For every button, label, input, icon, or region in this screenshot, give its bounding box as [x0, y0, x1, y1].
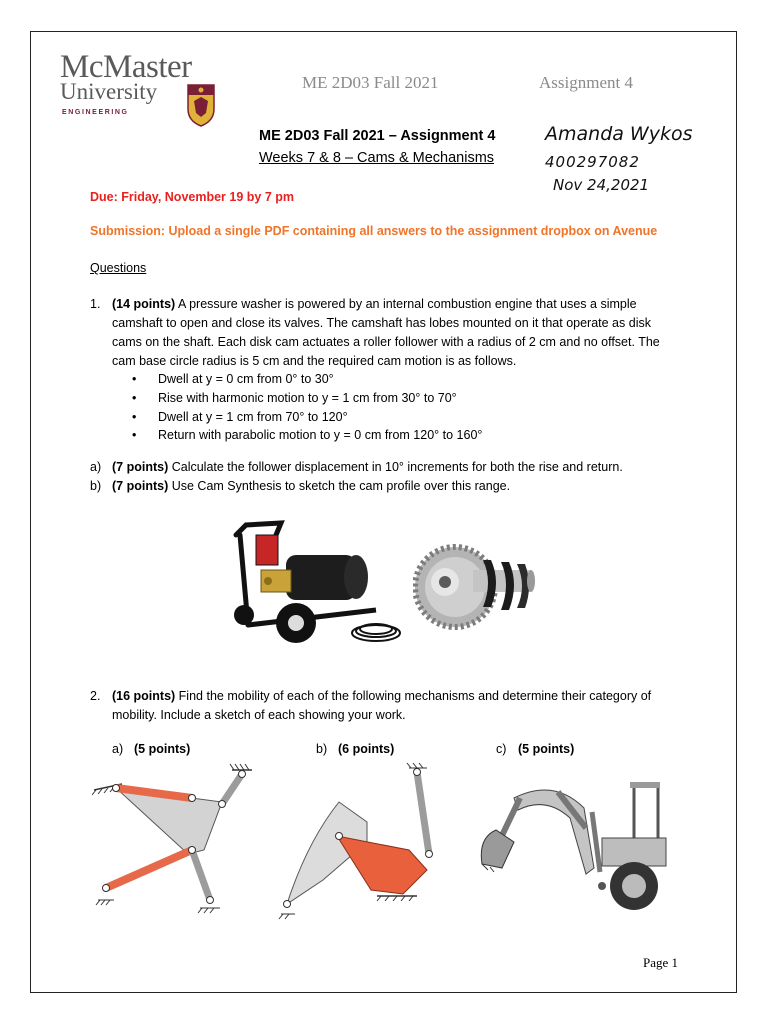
q2-part-c-letter: c): [496, 742, 507, 756]
header-assignment: Assignment 4: [539, 73, 633, 92]
mechanism-b-diagram: [277, 762, 457, 920]
q1-part-a-points: (7 points): [112, 460, 169, 474]
list-item: • Return with parabolic motion to y = 0 cm from 120° to 160°: [132, 426, 482, 445]
logo-wordmark-mcmaster: McMaster: [60, 49, 192, 85]
list-item: • Rise with harmonic motion to y = 1 cm from 30° to 70°: [132, 389, 482, 408]
logo-wordmark-engineering: ENGINEERING: [62, 109, 129, 116]
q2-part-b: [316, 740, 394, 759]
camshaft-image: [413, 522, 535, 652]
q1-text-line: camshaft to open and close its valves. The camshaft has lobes mounted on it that operate as disk: [112, 316, 651, 330]
q2-text: [112, 687, 712, 725]
q1-text-line: A pressure washer is powered by an internal combustion engine that uses a simple: [175, 297, 637, 311]
questions-heading: Questions: [90, 261, 147, 275]
q2-part-a-points: (5 points): [134, 742, 191, 756]
q1-part-a: [90, 458, 623, 477]
pressure-washer-image: [226, 515, 406, 665]
q2-part-b-letter: b): [316, 742, 328, 756]
q2-part-c: [496, 740, 574, 759]
q2-text-line: Find the mobility of each of the following mechanisms and determine their category of: [175, 689, 652, 703]
mechanism-a-diagram: [92, 762, 262, 914]
q1-part-b-text: Use Cam Synthesis to sketch the cam profile over this range.: [168, 479, 511, 493]
q2-part-a-letter: a): [112, 742, 124, 756]
page-number: Page 1: [642, 955, 678, 970]
q2-points: (16 points): [112, 689, 176, 703]
list-item: • Dwell at y = 0 cm from 0° to 30°: [132, 370, 482, 389]
q2-part-c-points: (5 points): [518, 742, 575, 756]
q1-text-line: cams on the shaft. Each disk cam actuates a roller follower with a radius of 2 cm and no offset. The: [112, 335, 660, 349]
document-title: ME 2D03 Fall 2021 – Assignment 4: [259, 128, 496, 144]
mechanism-c-diagram: [474, 768, 670, 918]
q1-part-a-letter: a): [90, 460, 102, 474]
handwritten-student-id: 400297082: [545, 153, 640, 171]
q2-text-line: mobility. Include a sketch of each showing your work.: [112, 708, 406, 722]
q1-part-a-text: Calculate the follower displacement in 10° increments for both the rise and return.: [168, 460, 623, 474]
logo-wordmark-university: University: [60, 79, 158, 104]
q1-part-b-points: (7 points): [112, 479, 169, 493]
cam-motion-list: [132, 370, 482, 445]
q2-part-b-points: (6 points): [338, 742, 395, 756]
handwritten-name: Amanda Wykos: [545, 123, 693, 145]
crest-icon: [186, 83, 216, 127]
header-course: ME 2D03 Fall 2021: [302, 73, 439, 92]
q1-points: (14 points): [112, 297, 176, 311]
document-subtitle: Weeks 7 & 8 – Cams & Mechanisms: [259, 150, 495, 166]
q1-part-b: [90, 477, 510, 496]
q1-number: 1.: [90, 297, 101, 311]
q1-part-b-letter: b): [90, 479, 102, 493]
q2-part-a: [112, 740, 190, 759]
due-date: Due: Friday, November 19 by 7 pm: [90, 190, 294, 204]
q2-number: 2.: [90, 689, 101, 703]
q1-text-line: cam base circle radius is 5 cm and the required cam motion is as follows.: [112, 354, 517, 368]
q1-text: [112, 295, 712, 371]
handwritten-date: Nov 24,2021: [553, 176, 650, 194]
submission-instructions: Submission: Upload a single PDF containing all answers to the assignment dropbox on Avenue: [90, 224, 658, 238]
list-item: • Dwell at y = 1 cm from 70° to 120°: [132, 408, 482, 427]
